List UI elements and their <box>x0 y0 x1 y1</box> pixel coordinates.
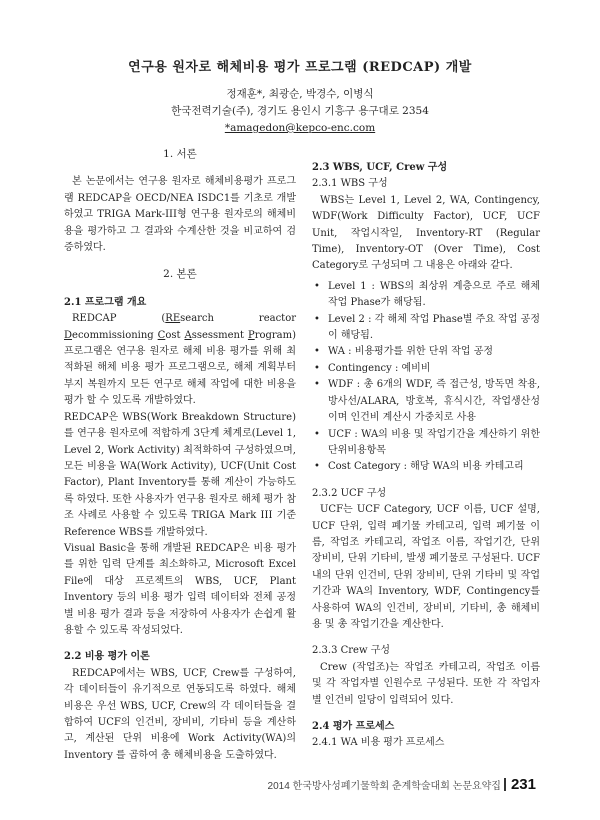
author-block <box>0 86 600 137</box>
section-2-1-paragraph-1: REDCAP (REsearch reactor Decommissioning Cost Assessment Program) 프로그램은 연구용 원자로 해체 비용 평가를 위해 최적화된 해체 비용 평가 프로그램으로, 해체 계획부터 부지 복원까지 모든 연구로 해체 작업에 대한 비용을 평가 할 수 있도록 개발하였다. <box>64 313 297 407</box>
list-item: • WDF : 총 6개의 WDF, 즉 접근성, 방독면 착용, 방사선/ALARA, 방호복, 휴식시간, 작업생산성이며 인건비 계산시 가중치로 사용 <box>314 379 540 424</box>
list-item: • Contingency : 예비비 <box>314 362 431 374</box>
section-2-3-2-heading: 2.3.2 UCF 구성 <box>312 487 387 499</box>
section-2-3-1-heading: 2.3.1 WBS 구성 <box>312 178 388 190</box>
footer-text: 2014 한국방사성폐기물학회 춘계학술대회 논문요약집 <box>267 781 501 792</box>
section-2-3-1-text: WBS는 Level 1, Level 2, WA, Contingency, WDF(Work Difficulty Factor), UCF, UCF Unit, 작업시작일, Inventory-RT (Regular Time), Inventory-OT (Over Time), Cost Category로 구성되며 그 내용은 아래와 같다. <box>312 194 540 272</box>
author-names: 정재훈*, 최광순, 박경수, 이병식 <box>226 88 374 100</box>
section-2-3-3-text: Crew (작업조)는 작업조 카테고리, 작업조 이름 및 각 작업자별 인원수로 구성된다. 또한 각 작업자별 인건비 일당이 입력되어 있다. <box>312 661 540 706</box>
section-2-2-text: REDCAP에서는 WBS, UCF, Crew를 구성하여, 각 데이터들이 유기적으로 연동되도록 하였다. 해체 비용은 우선 WBS, UCF, Crew의 각 데이터들을 결합하여 UCF의 인건비, 장비비, 기타비 등을 계산하고, 계산된 단위 비용에 Work Activity(WA)의 Inventory 를 곱하여 총 해체비용을 도출하였다. <box>64 667 296 761</box>
section-2-4-1-heading: 2.4.1 WA 비용 평가 프로세스 <box>312 737 445 749</box>
section-2-3-3-heading: 2.3.3 Crew 구성 <box>312 645 391 657</box>
list-item: • Level 2 : 각 해체 작업 Phase별 주요 작업 공정이 해당됨. <box>314 313 540 342</box>
section-2-3-2-text: UCF는 UCF Category, UCF 이름, UCF 설명, UCF 단위, 입력 폐기물 카테고리, 입력 폐기물 이름, 작업조 카테고리, 작업조 이름, 작업기간, 단위 장비비, 단위 기타비, 발생 폐기물로 구성된다. UCF내의 단위 인건비, 단위 장비비, 단위 기타비 및 작업 기간과 WA의 Inventory, WDF, Contingency를 사용하여 WA의 인건비, 장비비, 기타비, 총 해체비용 및 총 작업기간을 계산한다. <box>312 504 540 630</box>
section-2-1-paragraph-2: REDCAP은 WBS(Work Breakdown Structure)를 연구용 원자로에 적합하게 3단계 체계로(Level 1, Level 2, Work Activity) 최적화하여 구성하였으며, 모든 비용을 WA(Work Activity), UCF(Unit Cost Factor), Plant Inventory를 통해 계산이 가능하도록 하였다. 또한 사용자가 연구용 원자로 해체 평가 참조 사례로 사용할 수 있도록 TRIGA Mark III 기준 Reference WBS를 개발하였다. <box>64 411 296 538</box>
section-2-1-heading: 2.1 프로그램 개요 <box>64 296 147 308</box>
left-column <box>64 146 296 764</box>
right-column <box>312 160 540 752</box>
section-1-heading: 1. 서론 <box>163 148 197 160</box>
section-2-heading: 2. 본론 <box>163 268 197 281</box>
page-number: 231 <box>510 776 536 793</box>
section-2-2-heading: 2.2 비용 평가 이론 <box>64 651 150 663</box>
list-item: • UCF : WA의 비용 및 작업기간을 계산하기 위한 단위비용항목 <box>314 428 540 456</box>
paper-title: 연구용 원자로 해체비용 평가 프로그램 (REDCAP) 개발 <box>128 60 472 75</box>
footer-divider <box>504 778 506 791</box>
section-2-3-heading: 2.3 WBS, UCF, Crew 구성 <box>312 162 448 173</box>
author-affiliation: 한국전력기술(주), 경기도 용인시 기흥구 용구대로 2354 <box>171 105 429 117</box>
section-1-text: 본 논문에서는 연구용 원자로 해체비용평가 프로그램 REDCAP을 OECD/NEA ISDC1를 기초로 개발하였고 TRIGA Mark-III형 연구용 원자로의 해체비용을 평가하고 그 결과와 수계산한 것을 비교하여 검증하였다. <box>64 176 296 254</box>
list-item: • WA : 비용평가를 위한 단위 작업 공정 <box>314 346 494 358</box>
page-footer <box>268 776 536 793</box>
list-item: • Cost Category : 해당 WA의 비용 카테고리 <box>314 461 524 473</box>
section-2-1-paragraph-3: Visual Basic을 통해 개발된 REDCAP은 비용 평가를 위한 입력 단계를 최소화하고, Microsoft Excel File에 대상 프로젝트의 WBS, UCF, Plant Inventory 등의 비용 평가 입력 데이터와 전체 공정별 비용 평가 결과 등을 저장하여 사용자가 손쉽게 활용할 수 있도록 작성되었다. <box>64 542 296 636</box>
author-email[interactable]: *amagedon@kepco-enc.com <box>224 122 376 134</box>
list-item: • Level 1 : WBS의 최상위 계층으로 주로 해체 작업 Phase가 해당됨. <box>314 280 540 309</box>
section-2-4-heading: 2.4 평가 프로세스 <box>312 721 395 732</box>
wbs-bullet-list <box>312 279 540 476</box>
